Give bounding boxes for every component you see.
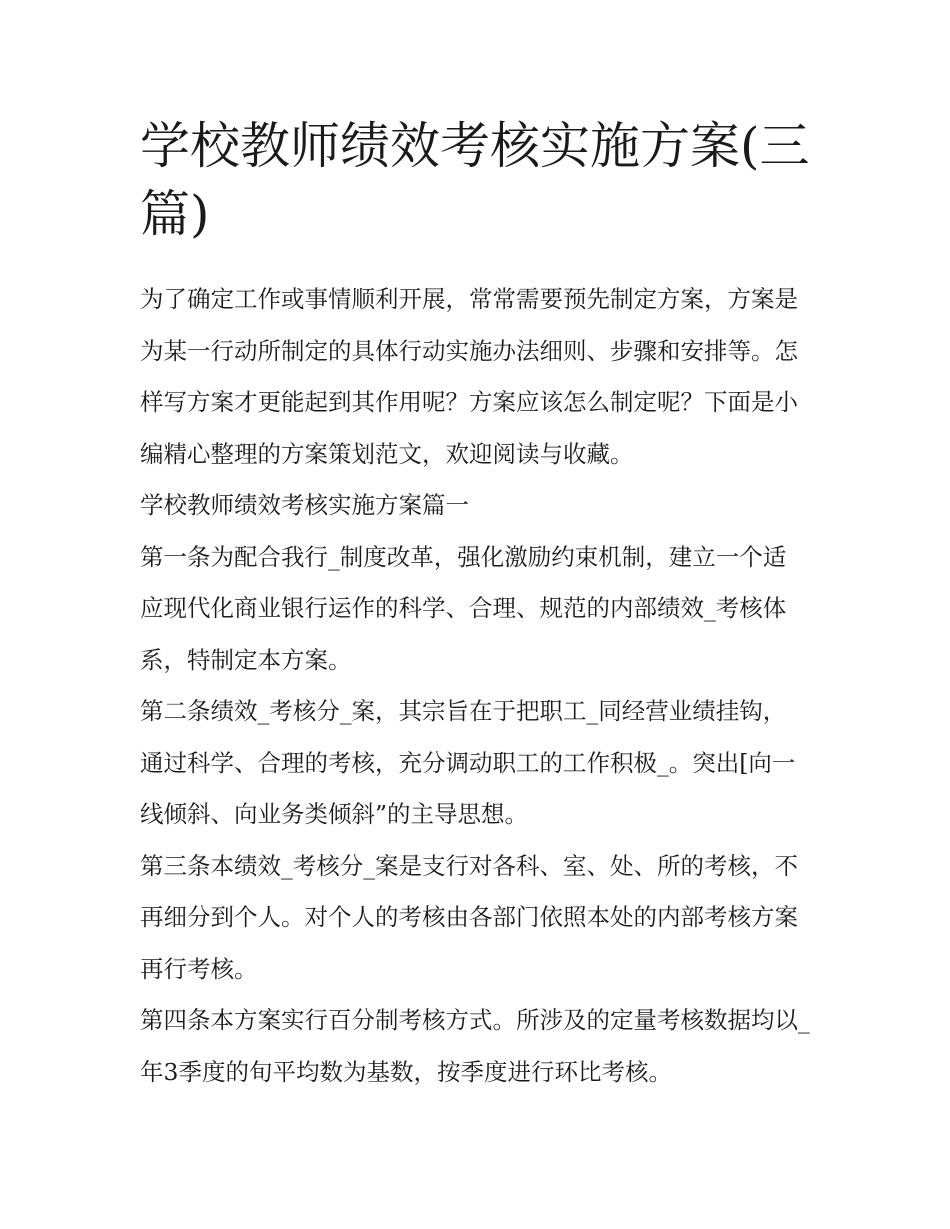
article-1-paragraph: 第一条为配合我行_制度改革，强化激励约束机制，建立一个适应现代化商业银行运作的科学、合理、规范的内部绩效_考核体系，特制定本方案。	[140, 542, 787, 674]
document-body	[140, 274, 820, 1098]
article-3-paragraph: 第三条本绩效_考核分_案是支行对各科、室、处、所的考核，不再细分到个人。对个人的考核由各部门依照本处的内部考核方案再行考核。	[140, 851, 798, 983]
intro-paragraph: 为了确定工作或事情顺利开展，常常需要预先制定方案，方案是为某一行动所制定的具体行动实施办法细则、步骤和安排等。怎样写方案才更能起到其作用呢？方案应该怎么制定呢？下面是小编精心整理的方案策划范文，欢迎阅读与收藏。	[140, 285, 798, 468]
article-4-paragraph: 第四条本方案实行百分制考核方式。所涉及的定量考核数据均以_年3季度的旬平均数为基数，按季度进行环比考核。	[140, 1006, 810, 1086]
article-2-paragraph: 第二条绩效_考核分_案，其宗旨在于把职工_同经营业绩挂钩，通过科学、合理的考核，充分调动职工的工作积极_。突出[向一线倾斜、向业务类倾斜”的主导思想。	[140, 697, 796, 828]
document-title: 学校教师绩效考核实施方案(三篇)	[140, 117, 810, 243]
section-heading: 学校教师绩效考核实施方案篇一	[140, 491, 469, 519]
document-page	[140, 112, 820, 1098]
